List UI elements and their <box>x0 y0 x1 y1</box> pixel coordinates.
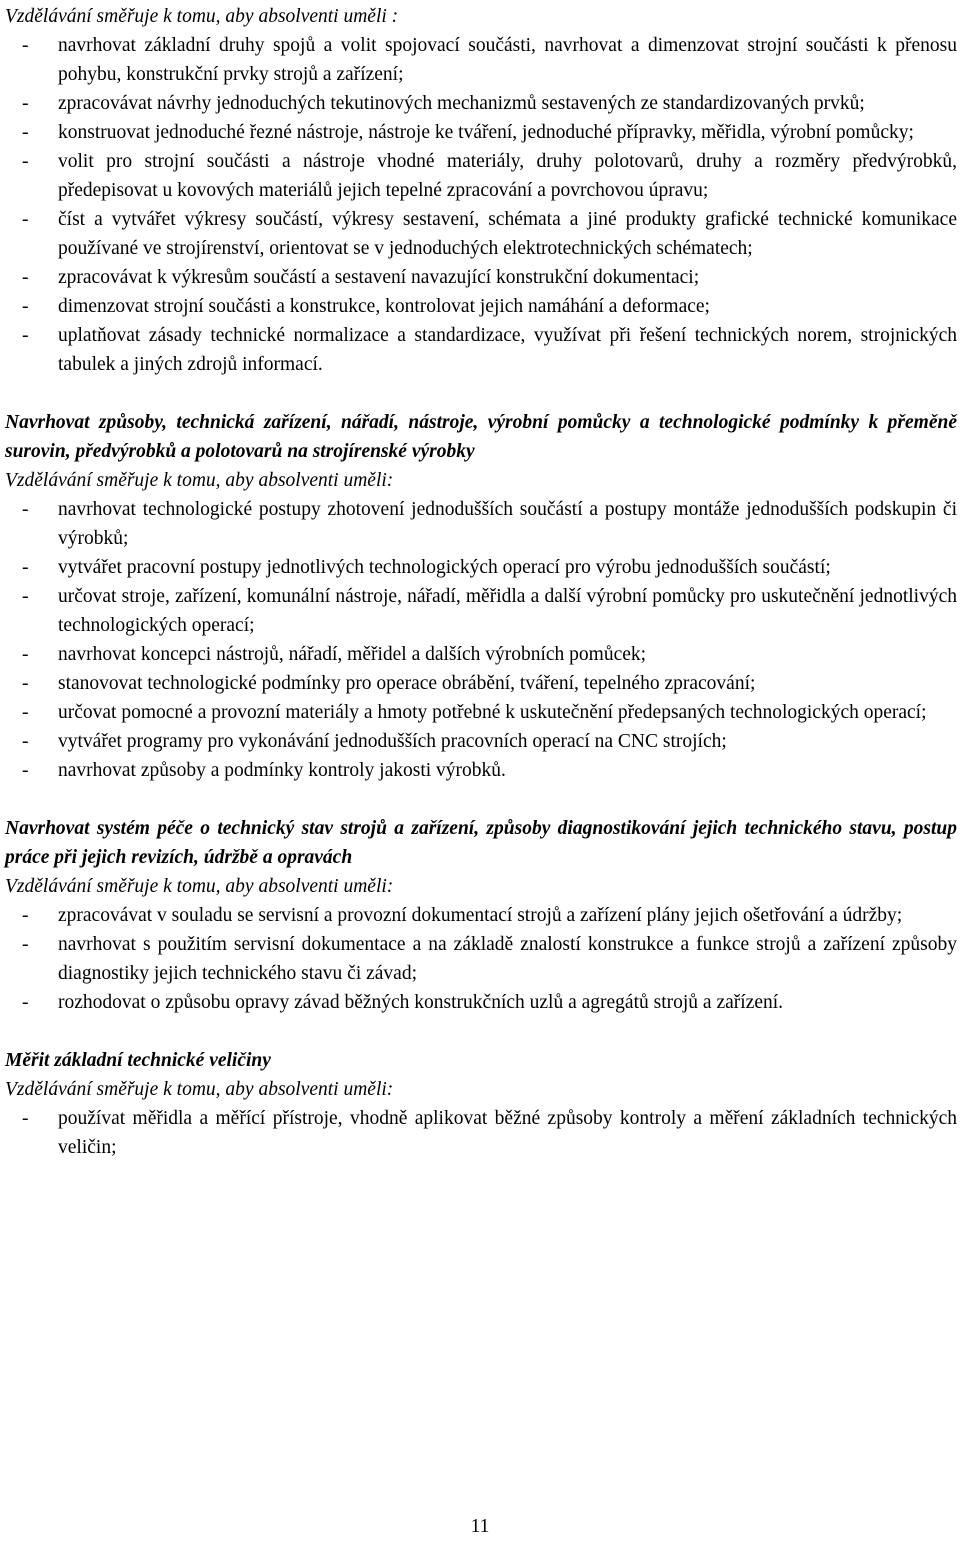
list-item-text: navrhovat technologické postupy zhotovení jednodušších součástí a postupy montáže jednodušších podskupin či výrobků; <box>58 499 957 549</box>
dash-marker: - <box>22 557 29 578</box>
list-item-text: rozhodovat o způsobu opravy závad běžných konstrukčních uzlů a agregátů strojů a zařízení. <box>58 992 784 1013</box>
list-item <box>5 640 957 669</box>
list-item <box>5 727 957 756</box>
dash-marker: - <box>22 934 29 955</box>
bullet-list <box>5 1104 957 1162</box>
list-item <box>5 147 957 205</box>
dash-marker: - <box>22 122 29 143</box>
dash-marker: - <box>22 296 29 317</box>
dash-marker: - <box>22 93 29 114</box>
list-item <box>5 263 957 292</box>
list-item <box>5 118 957 147</box>
dash-marker: - <box>22 267 29 288</box>
list-item-text: vytvářet pracovní postupy jednotlivých technologických operací pro výrobu jednodušších součástí; <box>58 557 831 578</box>
list-item <box>5 930 957 988</box>
list-item-text: navrhovat s použitím servisní dokumentace a na základě znalostí konstrukce a funkce strojů a zařízení způsoby diagnostiky jejich technického stavu či závad; <box>58 934 957 984</box>
section-intro: Vzdělávání směřuje k tomu, aby absolventi uměli: <box>5 876 394 897</box>
dash-marker: - <box>22 35 29 56</box>
list-item-text: volit pro strojní součásti a nástroje vhodné materiály, druhy polotovarů, druhy a rozměry předvýrobků, předepisovat u kovových materiálů jejich tepelné zpracování a povrchovou úpravu; <box>58 151 957 201</box>
list-item-text: zpracovávat k výkresům součástí a sestavení navazující konstrukční dokumentaci; <box>58 267 700 288</box>
section-title: Navrhovat způsoby, technická zařízení, nářadí, nástroje, výrobní pomůcky a technologické podmínky k přeměně surovin, předvýrobků a polotovarů na strojírenské výrobky <box>5 412 957 462</box>
dash-marker: - <box>22 702 29 723</box>
dash-marker: - <box>22 499 29 520</box>
section-0 <box>5 2 957 379</box>
page-number: 11 <box>470 1516 490 1537</box>
list-item-text: navrhovat základní druhy spojů a volit spojovací součásti, navrhovat a dimenzovat strojní součásti k přenosu pohybu, konstrukční prvky strojů a zařízení; <box>58 35 957 85</box>
section-intro: Vzdělávání směřuje k tomu, aby absolventi uměli: <box>5 1079 394 1100</box>
list-item-text: používat měřidla a měřící přístroje, vhodně aplikovat běžné způsoby kontroly a měření základních technických veličin; <box>58 1108 957 1158</box>
dash-marker: - <box>22 209 29 230</box>
list-item-text: určovat pomocné a provozní materiály a hmoty potřebné k uskutečnění předepsaných technologických operací; <box>58 702 927 723</box>
list-item <box>5 495 957 553</box>
section-intro: Vzdělávání směřuje k tomu, aby absolventi uměli: <box>5 470 394 491</box>
list-item-text: dimenzovat strojní součásti a konstrukce, kontrolovat jejich namáhání a deformace; <box>58 296 710 317</box>
dash-marker: - <box>22 586 29 607</box>
list-item-text: určovat stroje, zařízení, komunální nástroje, nářadí, měřidla a další výrobní pomůcky pro uskutečnění jednotlivých technologických operací; <box>58 586 957 636</box>
bullet-list <box>5 901 957 1017</box>
dash-marker: - <box>22 731 29 752</box>
section-3 <box>5 1046 957 1162</box>
dash-marker: - <box>22 325 29 346</box>
list-item <box>5 582 957 640</box>
list-item-text: navrhovat způsoby a podmínky kontroly jakosti výrobků. <box>58 760 506 781</box>
list-item <box>5 988 957 1017</box>
list-item-text: stanovovat technologické podmínky pro operace obrábění, tváření, tepelného zpracování; <box>58 673 756 694</box>
list-item-text: vytvářet programy pro vykonávání jednodušších pracovních operací na CNC strojích; <box>58 731 727 752</box>
list-item <box>5 901 957 930</box>
section-intro: Vzdělávání směřuje k tomu, aby absolventi uměli : <box>5 6 399 27</box>
list-item <box>5 89 957 118</box>
list-item-text: konstruovat jednoduché řezné nástroje, nástroje ke tváření, jednoduché přípravky, měřidla, výrobní pomůcky; <box>58 122 914 143</box>
list-item-text: zpracovávat v souladu se servisní a provozní dokumentací strojů a zařízení plány jejich ošetřování a údržby; <box>58 905 903 926</box>
list-item-text: uplatňovat zásady technické normalizace a standardizace, využívat při řešení technických norem, strojnických tabulek a jiných zdrojů informací. <box>58 325 957 375</box>
bullet-list <box>5 495 957 785</box>
list-item <box>5 669 957 698</box>
dash-marker: - <box>22 151 29 172</box>
list-item <box>5 1104 957 1162</box>
list-item-text: zpracovávat návrhy jednoduchých tekutinových mechanizmů sestavených ze standardizovaných prvků; <box>58 93 865 114</box>
dash-marker: - <box>22 760 29 781</box>
list-item <box>5 321 957 379</box>
list-item <box>5 553 957 582</box>
list-item <box>5 756 957 785</box>
dash-marker: - <box>22 905 29 926</box>
section-title: Navrhovat systém péče o technický stav strojů a zařízení, způsoby diagnostikování jejich technického stavu, postup práce při jejich revizích, údržbě a opravách <box>5 818 957 868</box>
dash-marker: - <box>22 992 29 1013</box>
dash-marker: - <box>22 1108 29 1129</box>
bullet-list <box>5 31 957 379</box>
section-2 <box>5 814 957 1017</box>
list-item <box>5 698 957 727</box>
document-page <box>5 2 957 1162</box>
section-title: Měřit základní technické veličiny <box>5 1050 271 1071</box>
dash-marker: - <box>22 644 29 665</box>
list-item <box>5 31 957 89</box>
list-item <box>5 205 957 263</box>
section-1 <box>5 408 957 785</box>
list-item-text: navrhovat koncepci nástrojů, nářadí, měřidel a dalších výrobních pomůcek; <box>58 644 647 665</box>
list-item-text: číst a vytvářet výkresy součástí, výkresy sestavení, schémata a jiné produkty grafické technické komunikace používané ve strojírenství, orientovat se v jednoduchých elektrotechnických schématech; <box>58 209 957 259</box>
dash-marker: - <box>22 673 29 694</box>
list-item <box>5 292 957 321</box>
